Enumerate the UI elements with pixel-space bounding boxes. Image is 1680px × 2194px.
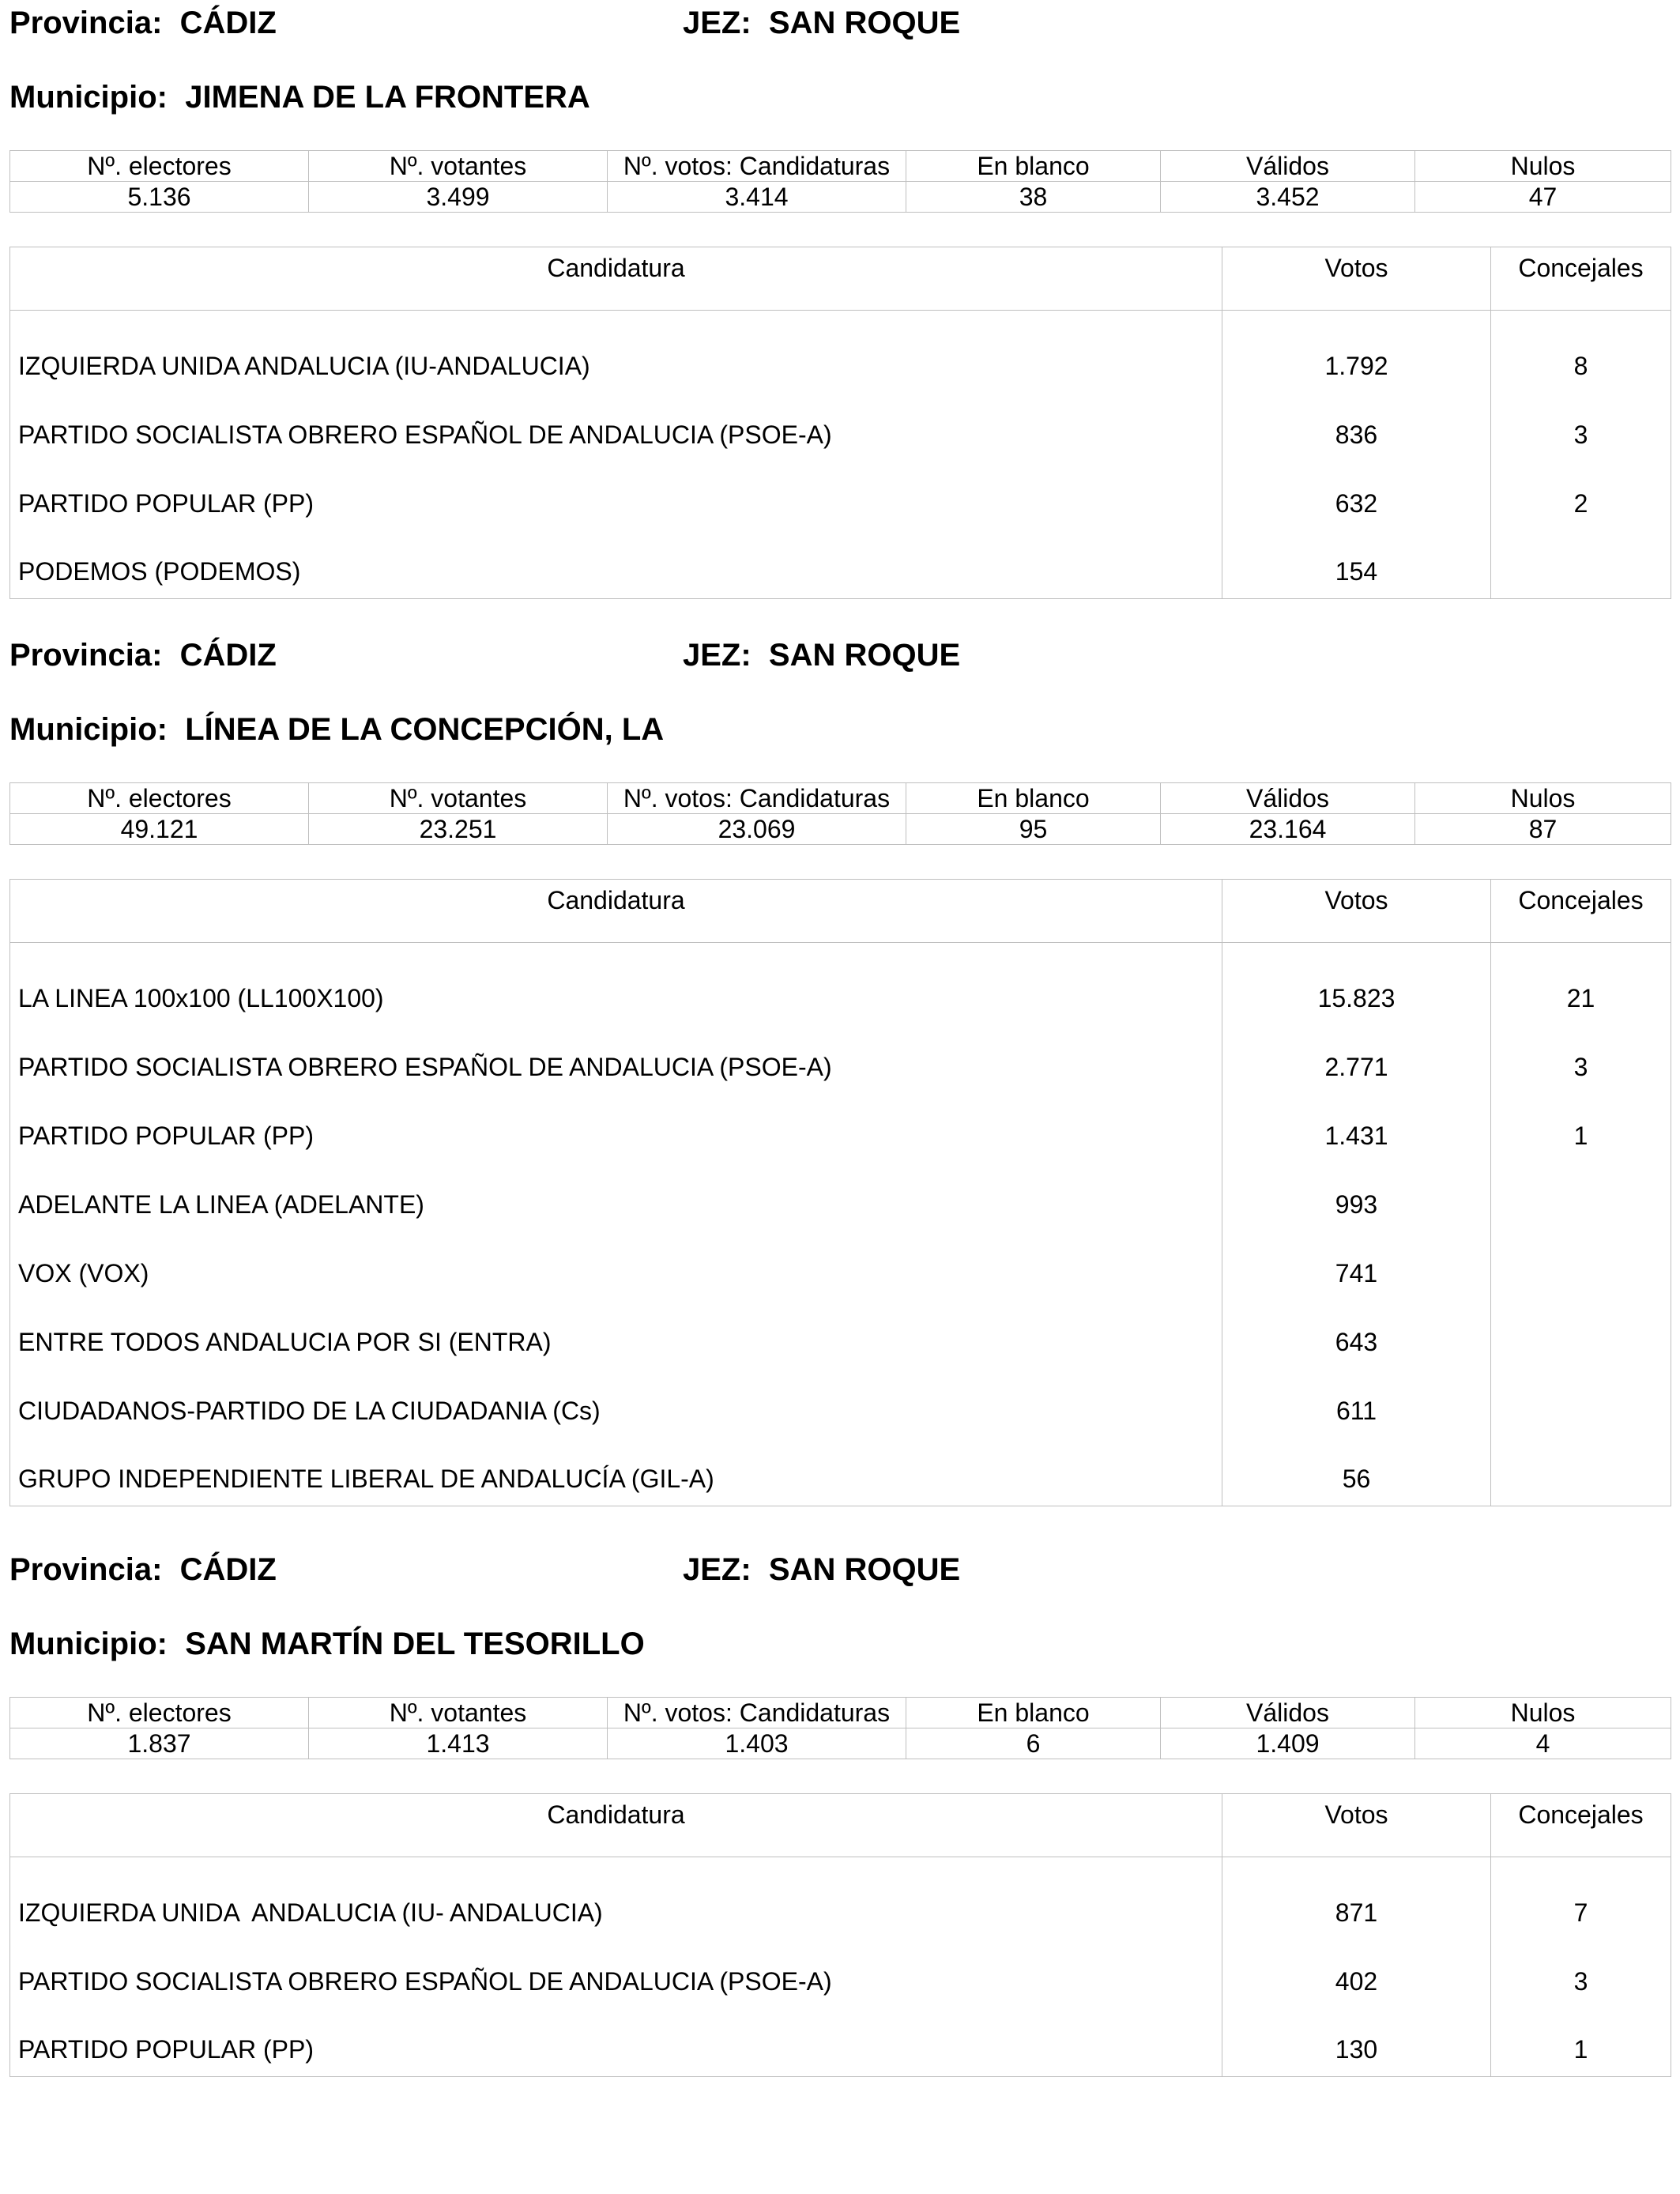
concejales-cell (1491, 1438, 1671, 1506)
summary-header-cell: En blanco (906, 1698, 1161, 1728)
candidatura-cell: ENTRE TODOS ANDALUCIA POR SI (ENTRA) (10, 1300, 1222, 1369)
concejales-header: Concejales (1491, 247, 1671, 311)
results-table (9, 1793, 1671, 2077)
table-row (10, 1940, 1671, 2008)
summary-value-cell: 6 (906, 1728, 1161, 1759)
candidatura-cell: LA LINEA 100x100 (LL100X100) (10, 943, 1222, 1025)
summary-header-cell: Válidos (1161, 1698, 1415, 1728)
jez-value: SAN ROQUE (768, 1552, 961, 1587)
summary-value-cell: 87 (1415, 814, 1671, 845)
candidatura-cell: PARTIDO POPULAR (PP) (10, 1094, 1222, 1163)
summary-value-cell: 23.069 (608, 814, 906, 845)
concejales-cell (1491, 1369, 1671, 1438)
candidatura-cell: IZQUIERDA UNIDA ANDALUCIA (IU-ANDALUCIA) (10, 311, 1222, 393)
jez-label: JEZ: (683, 6, 751, 40)
summary-header-cell: Nulos (1415, 1698, 1671, 1728)
candidatura-header: Candidatura (10, 247, 1222, 311)
votos-cell: 611 (1222, 1369, 1491, 1438)
municipio-heading (9, 79, 590, 115)
summary-header-row (10, 783, 1671, 814)
concejales-cell: 21 (1491, 943, 1671, 1025)
summary-header-cell: Nº. electores (10, 151, 309, 182)
summary-value-cell: 1.837 (10, 1728, 309, 1759)
concejales-cell: 3 (1491, 1940, 1671, 2008)
votos-cell: 836 (1222, 393, 1491, 462)
provincia-heading (9, 5, 277, 41)
jez-heading (683, 637, 960, 673)
results-table (9, 879, 1671, 1506)
candidatura-header: Candidatura (10, 880, 1222, 943)
municipio-value: JIMENA DE LA FRONTERA (185, 80, 590, 115)
summary-header-row (10, 151, 1671, 182)
jez-heading (683, 1551, 960, 1588)
candidatura-cell: PARTIDO SOCIALISTA OBRERO ESPAÑOL DE ANDALUCIA (PSOE-A) (10, 1025, 1222, 1094)
provincia-label: Provincia: (9, 638, 163, 673)
candidatura-cell: CIUDADANOS-PARTIDO DE LA CIUDADANIA (Cs) (10, 1369, 1222, 1438)
table-row (10, 1094, 1671, 1163)
summary-table (9, 150, 1671, 213)
jez-value: SAN ROQUE (768, 6, 961, 40)
candidatura-cell: GRUPO INDEPENDIENTE LIBERAL DE ANDALUCÍA (GIL-A) (10, 1438, 1222, 1506)
votos-cell: 402 (1222, 1940, 1491, 2008)
votos-header: Votos (1222, 1794, 1491, 1857)
candidatura-cell: VOX (VOX) (10, 1231, 1222, 1300)
summary-header-cell: Válidos (1161, 783, 1415, 814)
jez-heading (683, 5, 960, 41)
provincia-heading (9, 1551, 277, 1588)
table-row (10, 311, 1671, 393)
summary-value-cell: 1.403 (608, 1728, 906, 1759)
municipio-heading (9, 1626, 645, 1662)
summary-header-cell: Nulos (1415, 783, 1671, 814)
concejales-cell: 8 (1491, 311, 1671, 393)
summary-header-cell: Válidos (1161, 151, 1415, 182)
provincia-label: Provincia: (9, 1552, 163, 1587)
votos-cell: 871 (1222, 1857, 1491, 1940)
votos-cell: 1.431 (1222, 1094, 1491, 1163)
votos-cell: 56 (1222, 1438, 1491, 1506)
results-header-row (10, 247, 1671, 311)
summary-header-cell: En blanco (906, 783, 1161, 814)
summary-header-cell: Nº. electores (10, 783, 309, 814)
votos-cell: 154 (1222, 530, 1491, 599)
summary-header-cell: Nulos (1415, 151, 1671, 182)
jez-value: SAN ROQUE (768, 638, 961, 673)
concejales-cell (1491, 1300, 1671, 1369)
concejales-cell: 1 (1491, 2008, 1671, 2077)
summary-value-cell: 4 (1415, 1728, 1671, 1759)
concejales-cell: 3 (1491, 393, 1671, 462)
summary-value-cell: 5.136 (10, 182, 309, 213)
votos-header: Votos (1222, 247, 1491, 311)
results-header-row (10, 880, 1671, 943)
candidatura-cell: PARTIDO SOCIALISTA OBRERO ESPAÑOL DE ANDALUCIA (PSOE-A) (10, 393, 1222, 462)
candidatura-header: Candidatura (10, 1794, 1222, 1857)
summary-value-cell: 23.164 (1161, 814, 1415, 845)
summary-value-cell: 3.414 (608, 182, 906, 213)
concejales-cell (1491, 1231, 1671, 1300)
summary-header-cell: Nº. votantes (309, 151, 608, 182)
provincia-label: Provincia: (9, 6, 163, 40)
votos-cell: 130 (1222, 2008, 1491, 2077)
summary-header-cell: En blanco (906, 151, 1161, 182)
table-row (10, 1300, 1671, 1369)
summary-header-cell: Nº. votantes (309, 783, 608, 814)
summary-value-cell: 38 (906, 182, 1161, 213)
concejales-cell (1491, 530, 1671, 599)
summary-header-cell: Nº. votos: Candidaturas (608, 1698, 906, 1728)
concejales-header: Concejales (1491, 880, 1671, 943)
summary-header-cell: Nº. votos: Candidaturas (608, 783, 906, 814)
municipio-value: SAN MARTÍN DEL TESORILLO (185, 1627, 645, 1661)
municipio-label: Municipio: (9, 712, 168, 747)
municipio-label: Municipio: (9, 1627, 168, 1661)
votos-cell: 1.792 (1222, 311, 1491, 393)
table-row (10, 1163, 1671, 1231)
table-row (10, 393, 1671, 462)
jez-label: JEZ: (683, 638, 751, 673)
municipio-label: Municipio: (9, 80, 168, 115)
summary-value-cell: 1.413 (309, 1728, 608, 1759)
summary-value-row (10, 814, 1671, 845)
summary-value-row (10, 182, 1671, 213)
jez-label: JEZ: (683, 1552, 751, 1587)
votos-header: Votos (1222, 880, 1491, 943)
votos-cell: 632 (1222, 462, 1491, 530)
table-row (10, 1369, 1671, 1438)
votos-cell: 643 (1222, 1300, 1491, 1369)
summary-value-cell: 23.251 (309, 814, 608, 845)
summary-table (9, 782, 1671, 845)
table-row (10, 462, 1671, 530)
concejales-header: Concejales (1491, 1794, 1671, 1857)
votos-cell: 993 (1222, 1163, 1491, 1231)
table-row (10, 1025, 1671, 1094)
summary-value-row (10, 1728, 1671, 1759)
table-row (10, 943, 1671, 1025)
summary-value-cell: 47 (1415, 182, 1671, 213)
provincia-value: CÁDIZ (179, 638, 277, 673)
concejales-cell (1491, 1163, 1671, 1231)
summary-header-row (10, 1698, 1671, 1728)
candidatura-cell: PODEMOS (PODEMOS) (10, 530, 1222, 599)
candidatura-cell: PARTIDO SOCIALISTA OBRERO ESPAÑOL DE ANDALUCIA (PSOE-A) (10, 1940, 1222, 2008)
table-row (10, 1857, 1671, 1940)
provincia-value: CÁDIZ (179, 1552, 277, 1587)
municipio-heading (9, 711, 664, 748)
candidatura-cell: PARTIDO POPULAR (PP) (10, 2008, 1222, 2077)
summary-value-cell: 1.409 (1161, 1728, 1415, 1759)
candidatura-cell: ADELANTE LA LINEA (ADELANTE) (10, 1163, 1222, 1231)
table-row (10, 1231, 1671, 1300)
results-header-row (10, 1794, 1671, 1857)
provincia-value: CÁDIZ (179, 6, 277, 40)
candidatura-cell: PARTIDO POPULAR (PP) (10, 462, 1222, 530)
votos-cell: 15.823 (1222, 943, 1491, 1025)
table-row (10, 2008, 1671, 2077)
summary-value-cell: 3.499 (309, 182, 608, 213)
concejales-cell: 7 (1491, 1857, 1671, 1940)
summary-value-cell: 3.452 (1161, 182, 1415, 213)
results-table (9, 247, 1671, 599)
concejales-cell: 2 (1491, 462, 1671, 530)
concejales-cell: 3 (1491, 1025, 1671, 1094)
summary-header-cell: Nº. votantes (309, 1698, 608, 1728)
provincia-heading (9, 637, 277, 673)
summary-value-cell: 95 (906, 814, 1161, 845)
table-row (10, 1438, 1671, 1506)
summary-header-cell: Nº. votos: Candidaturas (608, 151, 906, 182)
table-row (10, 530, 1671, 599)
candidatura-cell: IZQUIERDA UNIDA ANDALUCIA (IU- ANDALUCIA) (10, 1857, 1222, 1940)
summary-header-cell: Nº. electores (10, 1698, 309, 1728)
summary-table (9, 1697, 1671, 1759)
votos-cell: 741 (1222, 1231, 1491, 1300)
votos-cell: 2.771 (1222, 1025, 1491, 1094)
summary-value-cell: 49.121 (10, 814, 309, 845)
concejales-cell: 1 (1491, 1094, 1671, 1163)
municipio-value: LÍNEA DE LA CONCEPCIÓN, LA (185, 712, 665, 747)
